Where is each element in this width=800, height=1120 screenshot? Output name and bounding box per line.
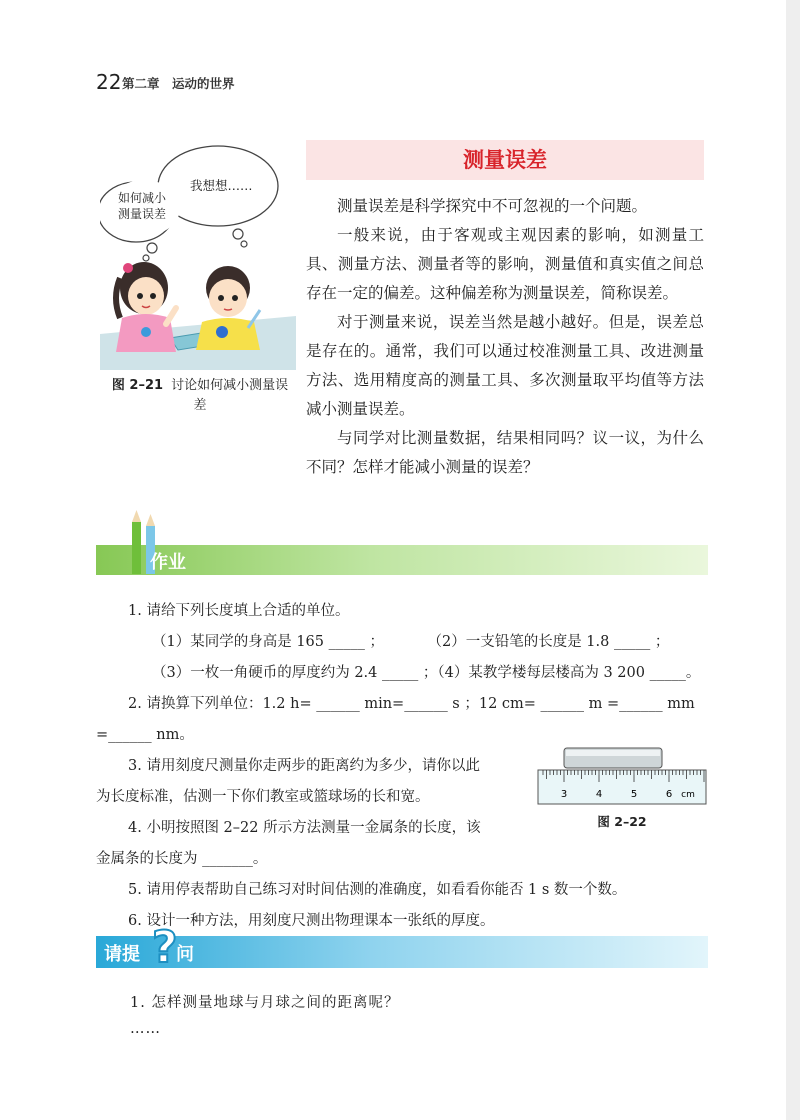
ruler-label-5: 5 <box>630 789 638 800</box>
exercise-item-cont: =______ nm。 <box>96 727 194 743</box>
homework-title: 作业 <box>150 552 186 573</box>
ask-question: 1. 怎样测量地球与月球之间的距离呢？ <box>130 995 400 1011</box>
exercise-subitem: （1）某同学的身高是 165 _____ ； （2）一支铅笔的长度是 1.8 _____ ； <box>152 634 670 650</box>
exercise-item: 1. 请给下列长度填上合适的单位。 <box>128 603 350 619</box>
homework-banner <box>96 545 708 575</box>
illustration-two-students <box>100 138 296 370</box>
ruler-label-3: 3 <box>560 789 568 800</box>
ask-ellipsis: …… <box>130 1021 161 1037</box>
exercise-subitem: （3）一枚一角硬币的厚度约为 2.4 _____ ；（4）某教学楼每层楼高为 3 200 _____。 <box>152 665 701 681</box>
exercise-item: 5. 请用停表帮助自己练习对时间估测的准确度，如看看你能否 1 s 数一个数。 <box>128 882 627 898</box>
exercise-item: 4. 小明按照图 2–22 所示方法测量一金属条的长度，该 <box>128 820 481 836</box>
figure-2-22-caption: 图 2–22 <box>597 814 647 829</box>
paragraph: 一般来说，由于客观或主观因素的影响，如测量工具、测量方法、测量者等的影响，测量值和真实值之间总存在一定的偏差。这种偏差称为测量误差，简称误差。 <box>306 226 704 302</box>
figure-label: 图 2–21 <box>111 378 164 393</box>
figure-2-22-ruler <box>536 744 708 810</box>
ruler-label-4: 4 <box>595 789 603 800</box>
chapter-title: 第二章 运动的世界 <box>122 76 235 91</box>
figure-caption-text: 讨论如何减小测量误差 <box>171 378 289 413</box>
ask-content <box>130 990 690 1042</box>
bubble-right-text: 我想想…… <box>190 178 253 193</box>
section-title: 测量误差 <box>463 148 547 172</box>
girl-figure <box>116 262 176 352</box>
boy-figure <box>196 266 260 350</box>
page-edge-strip <box>786 0 800 1120</box>
paragraph: 测量误差是科学探究中不可忽视的一个问题。 <box>337 197 648 215</box>
section-heading <box>306 140 704 180</box>
ruler-label-6: 6 <box>665 789 673 800</box>
page-number: 22 <box>96 70 122 94</box>
paragraph: 与同学对比测量数据，结果相同吗？议一议，为什么不同？怎样才能减小测量的误差？ <box>306 429 704 476</box>
exercise-item: 6. 设计一种方法，用刻度尺测出物理课本一张纸的厚度。 <box>128 913 495 929</box>
paragraph: 对于测量来说，误差当然是越小越好。但是，误差总是存在的。通常，我们可以通过校准测量工具、改进测量方法、选用精度高的测量工具、多次测量取平均值等方法减小测量误差。 <box>306 313 704 418</box>
ask-title-right: 问 <box>176 944 194 965</box>
question-mark-icon: ? <box>152 922 178 973</box>
ruler-unit: cm <box>681 790 695 800</box>
exercise-item-cont: 为长度标准，估测一下你们教室或篮球场的长和宽。 <box>96 789 430 805</box>
exercise-item: 3. 请用刻度尺测量你走两步的距离约为多少，请你以此 <box>128 758 480 774</box>
section-body <box>306 192 704 482</box>
exercise-item: 2. 请换算下列单位：1.2 h= ______ min=______ s ；12 cm= ______ m =______ mm <box>128 696 695 712</box>
ask-title-left: 请提 <box>104 944 140 965</box>
figure-2-21-caption <box>110 376 290 416</box>
exercise-item-cont: 金属条的长度为 _______。 <box>96 851 268 867</box>
bubble-left-text: 如何减小 测量误差 <box>117 191 166 221</box>
